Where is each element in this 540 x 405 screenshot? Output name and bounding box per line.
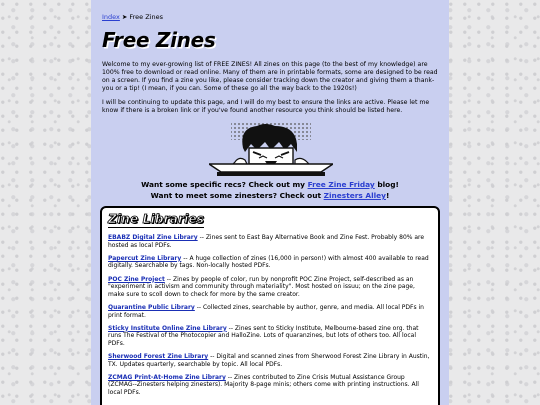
intro-paragraph-2: I will be continuing to update this page, and I will do my best to ensure the links are active. Please let me know if there is a broken link or if you've found another resource you think should be listed here. [102, 98, 430, 114]
intro-text [102, 61, 438, 120]
zinesters-alley-link[interactable]: Zinesters Alley [323, 191, 386, 200]
library-description: -- A huge collection of zines (16,000 in person!) with almost 400 available to read digitally. Searchable by tags. Non-locally hosted PDFs. [108, 254, 429, 270]
breadcrumb-current: Free Zines [129, 13, 163, 21]
list-item [108, 374, 432, 397]
library-link[interactable]: POC Zine Project [108, 275, 165, 283]
breadcrumb [102, 13, 163, 21]
library-link[interactable]: ZCMAG Print-At-Home Zine Library [108, 373, 226, 381]
library-description: -- Zines sent to Sticky Institute, Melbourne-based zine org. that runs The Festival of the Photocopier and HalloZine. Lots of quaranzines, but lots of others too. All local PDFs. [108, 324, 419, 347]
library-description: -- Zines by people of color, run by nonprofit POC Zine Project, self-described as an "experiment in activism and community through materiality". Most hosted on issuu; on the zine page, make sure to scoll down to check for more by the same creator. [108, 275, 415, 298]
content-panel [91, 0, 449, 405]
zine-libraries-box [100, 206, 440, 405]
breadcrumb-separator: ➤ [121, 13, 128, 21]
list-item [108, 353, 432, 368]
library-list [108, 234, 432, 402]
list-item [108, 276, 432, 299]
list-item [108, 234, 432, 249]
library-description: -- Zines sent to East Bay Alternative Book and Zine Fest. Probably 80% are hosted as local PDFs. [108, 234, 425, 249]
list-item [108, 325, 432, 348]
recommendations [91, 179, 449, 201]
recs-line-1: Want some specific recs? Check out my Free Zine Friday blog! [141, 180, 399, 189]
library-description: -- Zines contributed to Zine Crisis Mutual Assistance Group (ZCMAG--Zinesters helping zinesters). Majority 8-page minis; others come with printing instructions. All local PDFs. [108, 373, 419, 397]
library-link[interactable]: EBABZ Digital Zine Library [108, 234, 198, 241]
library-link[interactable]: Sherwood Forest Zine Library [108, 353, 209, 361]
page-title: Free Zines [102, 28, 216, 52]
recs-line-2: Want to meet some zinesters? Check out Zinesters Alley! [150, 191, 390, 200]
free-zine-friday-link[interactable]: Free Zine Friday [307, 180, 375, 189]
breadcrumb-index-link[interactable]: Index [102, 13, 120, 21]
mascot-illustration [209, 122, 333, 178]
library-description: -- Collected zines, searchable by author, genre, and media. All local PDFs in print format. [108, 303, 424, 319]
library-link[interactable]: Sticky Institute Online Zine Library [108, 324, 227, 332]
library-link[interactable]: Papercut Zine Library [108, 254, 182, 262]
heading-underline [108, 227, 204, 228]
library-link[interactable]: Quarantine Public Library [108, 303, 195, 311]
list-item [108, 304, 432, 319]
intro-paragraph-1: Welcome to my ever-growing list of FREE ZINES! All zines on this page (to the best of my knowledge) are 100% free to download or read online. Many of them are in printable formats, some are designed to be read on a screen. If you find a zine you like, please consider tracking down the creator and giving them a thank-you or a tip! (I mean, if you can. Some of these go all the way back to the 1920s!) [102, 61, 438, 92]
library-description: -- Digital and scanned zines from Sherwood Forest Zine Library in Austin, TX. Updates quarterly, searchable by topic. All local PDFs. [108, 353, 430, 368]
zine-libraries-heading: Zine Libraries [108, 212, 205, 226]
list-item [108, 255, 432, 270]
